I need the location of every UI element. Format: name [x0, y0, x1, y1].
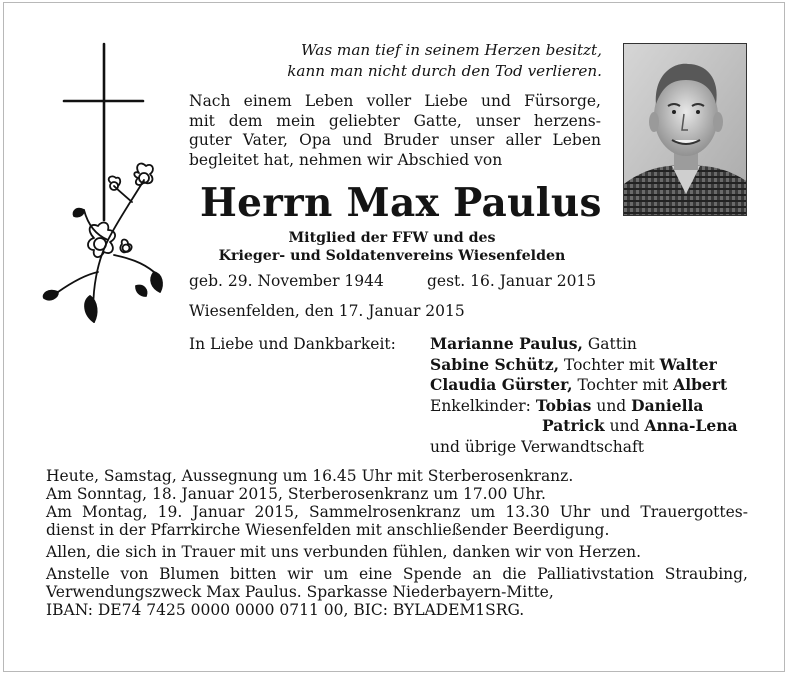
- grandchildren-label: Enkelkinder:: [430, 396, 536, 415]
- grandchild-name: Daniella: [631, 395, 704, 415]
- conjunction: und: [604, 417, 645, 436]
- donation-paragraph: [46, 565, 748, 619]
- intro-text: [189, 92, 601, 170]
- quote-line: kann man nicht durch den Tod verlieren.: [287, 62, 602, 80]
- mourner-relation: Tochter mit: [572, 376, 674, 395]
- mourner-row: [430, 355, 760, 376]
- grandchildren-row: [430, 416, 760, 437]
- quote-line: Was man tief in seinem Herzen besitzt,: [300, 41, 602, 59]
- membership-line: Mitglied der FFW und des: [288, 230, 496, 246]
- bank-details: IBAN: DE74 7425 0000 0000 0711 00, BIC: BYLADEM1SRG.: [46, 601, 525, 619]
- membership: [196, 229, 588, 265]
- life-dates: [189, 272, 601, 291]
- intro-line: mit dem mein geliebter Gatte, unser herzens-: [189, 111, 601, 130]
- service-schedule: [46, 467, 748, 539]
- thanks-line: Allen, die sich in Trauer mit uns verbunden fühlen, danken wir von Herzen.: [46, 543, 642, 561]
- mourner-row: [430, 334, 760, 355]
- conjunction: und: [591, 396, 632, 415]
- donation-line: Anstelle von Blumen bitten wir um eine Spende an die Palliativstation Straubing,: [46, 565, 748, 583]
- mourner-name: Claudia Gürster,: [430, 375, 573, 395]
- deceased-name: Herrn Max Paulus: [200, 180, 602, 226]
- mourner-partner: Albert: [673, 375, 728, 395]
- schedule-line: dienst in der Pfarrkirche Wiesenfelden mit anschließender Beerdigung.: [46, 521, 610, 539]
- grandchildren-row: [430, 396, 760, 417]
- grandchild-name: Anna-Lena: [644, 416, 738, 436]
- memorial-quote: [200, 40, 602, 82]
- intro-line: Nach einem Leben voller Liebe und Fürsorge,: [189, 92, 601, 110]
- mourner-partner: Walter: [659, 354, 717, 374]
- portrait-photo: [623, 43, 747, 216]
- schedule-line: Am Montag, 19. Januar 2015, Sammelrosenkranz um 13.30 Uhr und Trauergottes-: [46, 503, 748, 521]
- thanks-paragraph: [46, 543, 748, 561]
- death-date: gest. 16. Januar 2015: [427, 272, 597, 290]
- mourner-row: [430, 375, 760, 396]
- schedule-line: Am Sonntag, 18. Januar 2015, Sterberosenkranz um 17.00 Uhr.: [46, 485, 546, 503]
- mourner-name: Sabine Schütz,: [430, 354, 560, 374]
- donation-line: Verwendungszweck Max Paulus. Sparkasse Niederbayern-Mitte,: [46, 583, 554, 601]
- mourner-relation: Tochter mit: [559, 355, 660, 374]
- cross-icon: [36, 40, 176, 330]
- schedule-line: Heute, Samstag, Aussegnung um 16.45 Uhr mit Sterberosenkranz.: [46, 467, 574, 485]
- intro-line: begleitet hat, nehmen wir Abschied von: [189, 150, 503, 169]
- mourner-name: Marianne Paulus,: [430, 334, 583, 353]
- grandchild-name: Patrick: [542, 416, 605, 436]
- place-date: Wiesenfelden, den 17. Januar 2015: [189, 302, 465, 320]
- service-information: [46, 467, 748, 619]
- grandchild-name: Tobias: [535, 395, 592, 415]
- mourner-relation: Gattin: [582, 335, 637, 353]
- mourners-list: [430, 334, 760, 458]
- relatives-row: und übrige Verwandtschaft: [430, 437, 644, 456]
- membership-line: Krieger- und Soldatenvereins Wiesenfelden: [218, 248, 566, 264]
- thanks-label: In Liebe und Dankbarkeit:: [189, 335, 396, 353]
- intro-line: guter Vater, Opa und Bruder unser aller Leben: [189, 131, 601, 149]
- birth-date: geb. 29. November 1944: [189, 272, 384, 290]
